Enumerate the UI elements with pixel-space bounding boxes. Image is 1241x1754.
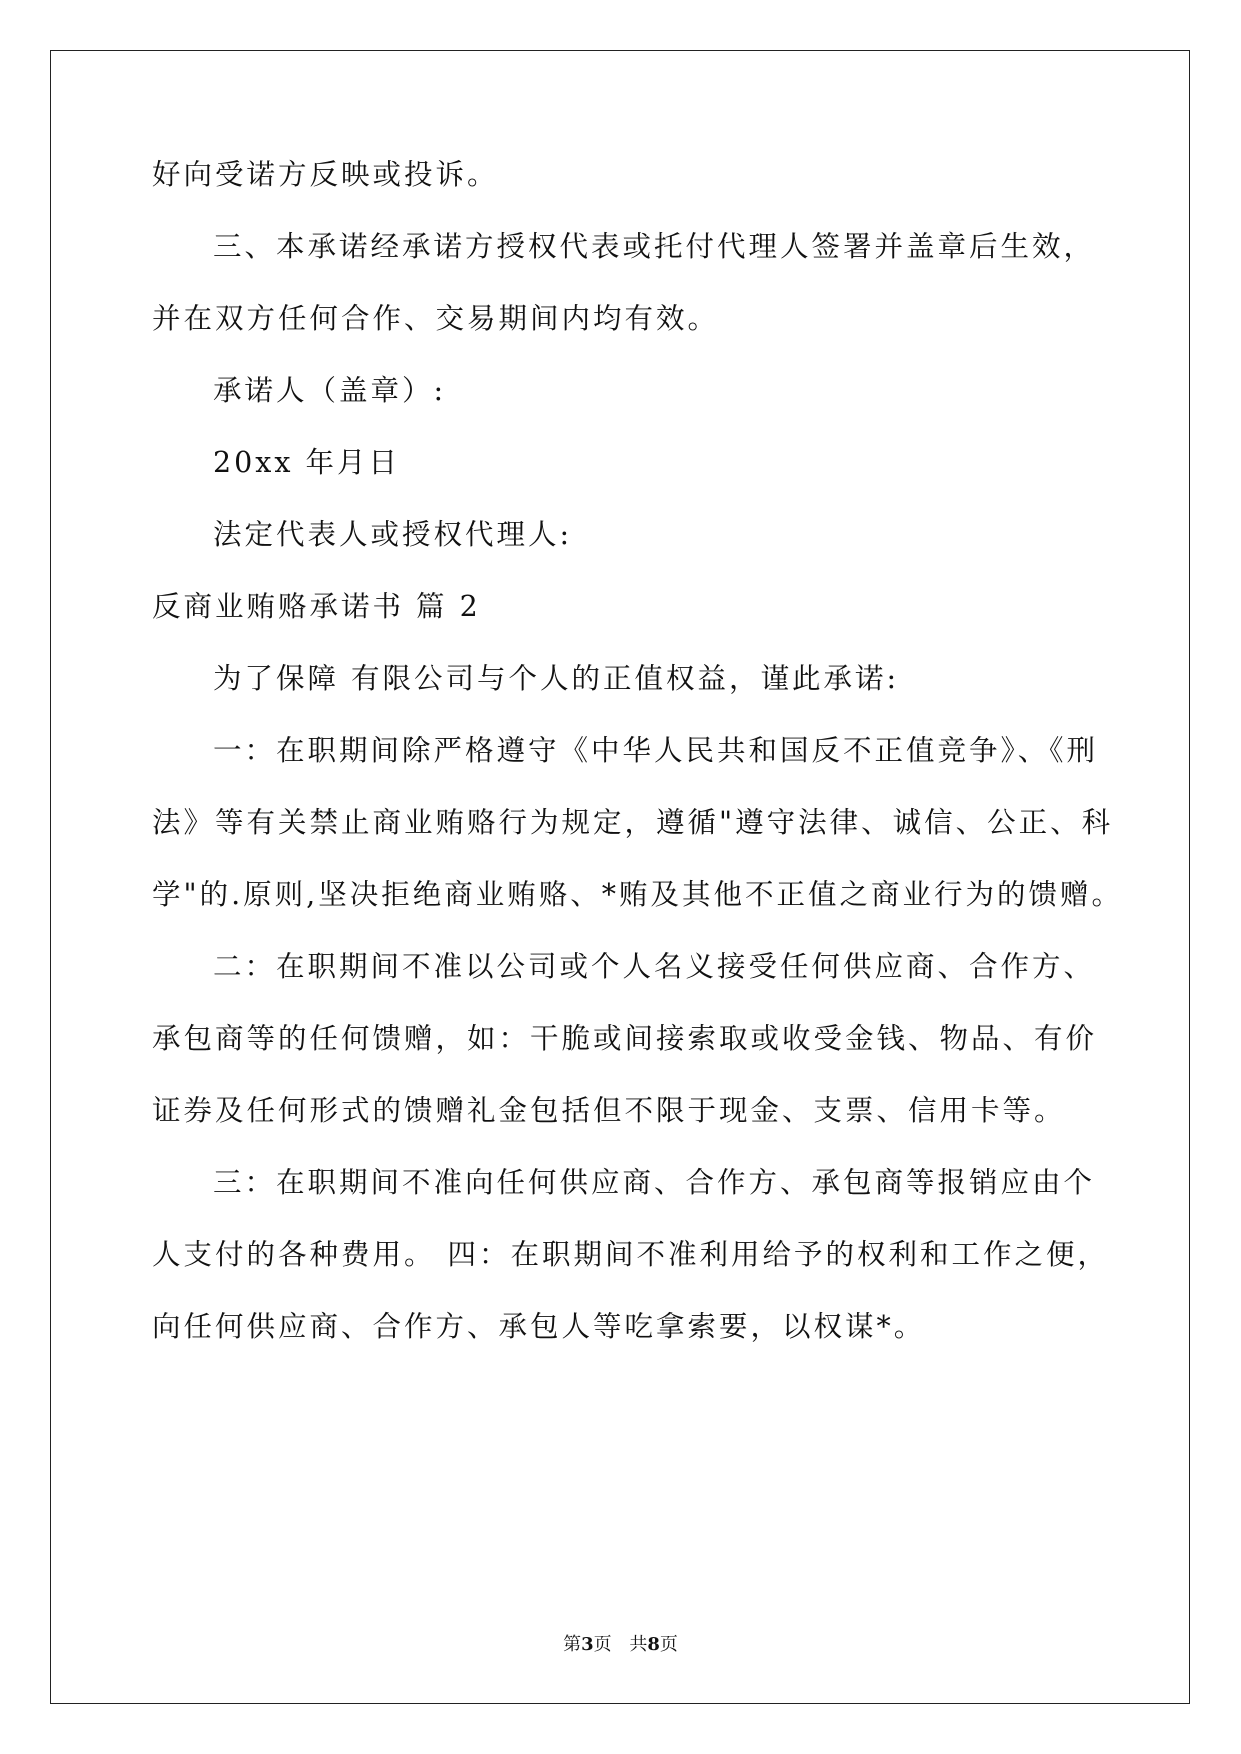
page-indicator — [563, 1634, 612, 1655]
section-heading: 反商业贿赂承诺书 篇 2 — [152, 590, 481, 623]
page-number: 3 — [581, 1634, 594, 1655]
text-line-10: 法》等有关禁止商业贿赂行为规定，遵循"遵守法律、诚信、公正、科 — [152, 806, 1114, 839]
total-prefix: 共 — [629, 1634, 648, 1655]
date-line: 20xx 年月日 — [213, 446, 400, 479]
text-line-16: 人支付的各种费用。 四：在职期间不准利用给予的权利和工作之便， — [152, 1238, 1110, 1271]
text-line-17: 向任何供应商、合作方、承包人等吃拿索要，以权谋*。 — [152, 1310, 926, 1343]
text-line-3: 并在双方任何合作、交易期间内均有效。 — [152, 302, 720, 335]
total-number: 8 — [647, 1634, 660, 1655]
total-suffix: 页 — [659, 1634, 678, 1655]
text-line-2: 三、本承诺经承诺方授权代表或托付代理人签署并盖章后生效， — [213, 230, 1096, 263]
text-line-11: 学"的.原则,坚决拒绝商业贿赂、*贿及其他不正值之商业行为的馈赠。 — [152, 878, 1123, 911]
text-line-1: 好向受诺方反映或投诉。 — [152, 158, 499, 191]
signatory-label: 承诺人（盖章）: — [213, 374, 447, 407]
text-line-8: 为了保障 有限公司与个人的正值权益，谨此承诺: — [213, 662, 900, 695]
text-line-12: 二：在职期间不准以公司或个人名义接受任何供应商、合作方、 — [213, 950, 1096, 983]
total-pages-indicator — [629, 1634, 678, 1655]
text-line-13: 承包商等的任何馈赠，如：干脆或间接索取或收受金钱、物品、有价 — [152, 1022, 1098, 1055]
text-line-9: 一：在职期间除严格遵守《中华人民共和国反不正值竞争》、《刑 — [213, 734, 1099, 767]
page-prefix: 第 — [563, 1634, 582, 1655]
text-line-14: 证券及任何形式的馈赠礼金包括但不限于现金、支票、信用卡等。 — [152, 1094, 1066, 1127]
page-suffix: 页 — [593, 1634, 612, 1655]
page-footer — [0, 1630, 1241, 1656]
legal-representative-label: 法定代表人或授权代理人: — [213, 518, 573, 551]
text-line-15: 三：在职期间不准向任何供应商、合作方、承包商等报销应由个 — [213, 1166, 1096, 1199]
